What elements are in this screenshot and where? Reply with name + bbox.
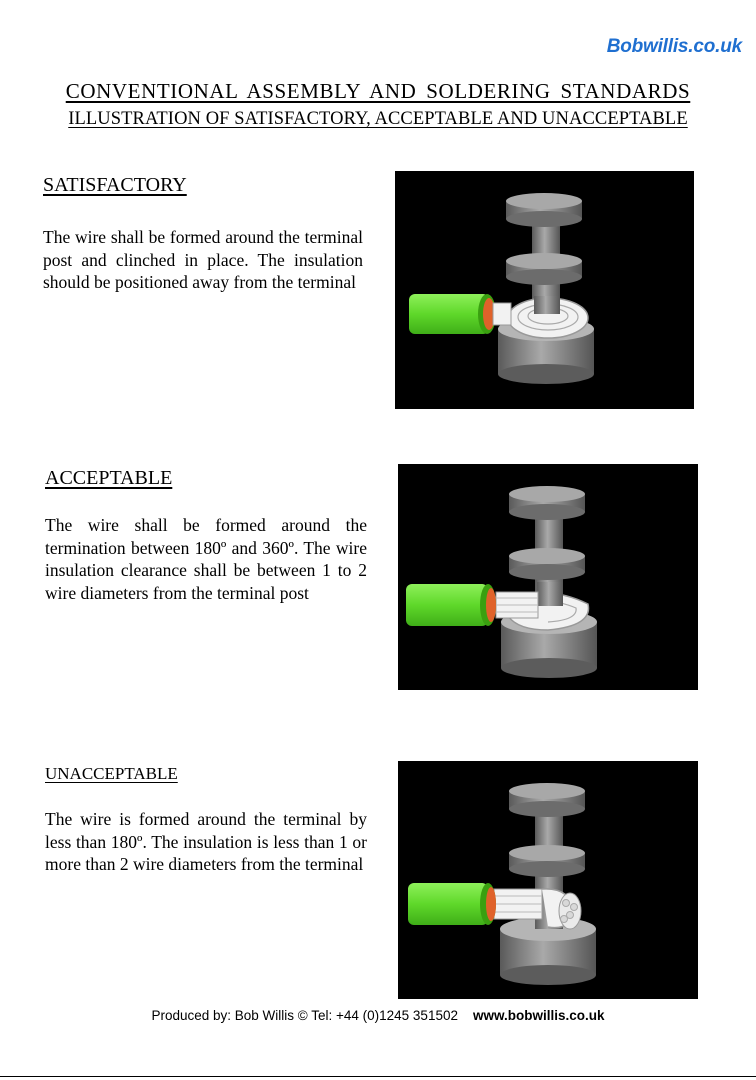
figure-unacceptable [398,761,698,999]
section-heading-acceptable: ACCEPTABLE [45,467,173,489]
footer-website-link[interactable]: www.bobwillis.co.uk [473,1008,605,1023]
footer-produced-by: Produced by: Bob Willis © Tel: +44 (0)1245 351502 [151,1008,458,1023]
section-text-unacceptable: The wire is formed around the terminal by less than 180º. The insulation is less than 1 or more than 2 wire diameters from the terminal [45,809,367,874]
page-title: CONVENTIONAL ASSEMBLY AND SOLDERING STANDARDS [65,79,691,103]
page-subtitle: ILLUSTRATION OF SATISFACTORY, ACCEPTABLE AND UNACCEPTABLE [68,109,688,129]
footer [0,1008,756,1023]
wire-insulation [408,883,488,925]
wire-insulation [406,584,488,626]
wire-copper [486,588,496,622]
brand-logo: Bobwillis.co.uk [606,36,742,57]
bottom-divider [0,1076,756,1077]
figure-satisfactory [395,171,694,409]
figure-acceptable [398,464,698,690]
wire-insulation [409,294,489,334]
section-heading-satisfactory: SATISFACTORY [43,174,187,196]
section-heading-unacceptable: UNACCEPTABLE [45,764,178,783]
section-text-satisfactory: The wire shall be formed around the terminal post and clinched in place. The insulation should be positioned away from the terminal [43,227,363,292]
section-text-acceptable: The wire shall be formed around the termination between 180º and 360º. The wire insulation clearance shall be between 1 to 2 wire diameters from the terminal post [45,515,367,603]
wire-copper [486,887,496,921]
